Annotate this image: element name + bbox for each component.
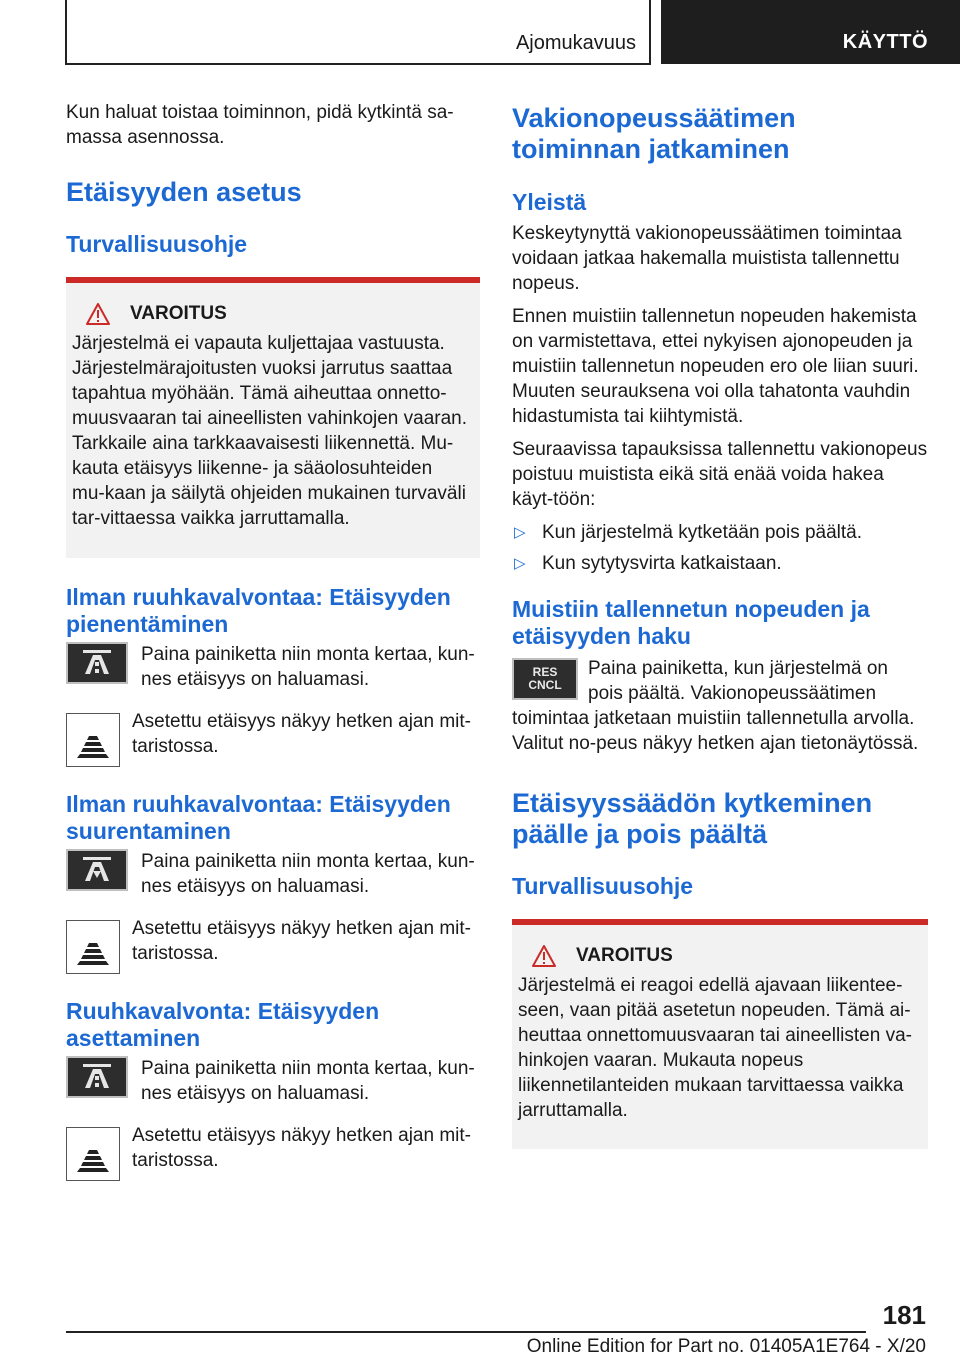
warning-title: VAROITUS bbox=[130, 303, 227, 324]
heading-distance-setting: Etäisyyden asetus bbox=[66, 177, 302, 207]
general-paragraph-3: Seuraavissa tapauksissa tallennettu vakionopeus poistuu muistista eikä sitä enää voida hakea käyt-töön: bbox=[512, 439, 928, 510]
distance-button-icon bbox=[68, 644, 126, 682]
footer-line bbox=[66, 1331, 866, 1333]
bullet-list bbox=[512, 520, 928, 576]
distance-button-image bbox=[66, 1056, 128, 1098]
section-title: Ajomukavuus bbox=[515, 32, 636, 54]
heading-increase-distance: Ilman ruuhkavalvontaa: Etäisyyden suurentaminen bbox=[66, 791, 451, 844]
distance-button-image bbox=[66, 642, 128, 684]
display-note: Asetettu etäisyys näkyy hetken ajan mit-taristossa. bbox=[132, 711, 471, 757]
header-chapter-tab bbox=[661, 0, 960, 64]
intro-paragraph: Kun haluat toistaa toiminnon, pidä kytkintä sa-massa asennossa. bbox=[66, 102, 454, 148]
increase-distance-row bbox=[66, 849, 480, 903]
cncl-label: CNCL bbox=[528, 678, 562, 692]
distance-display-image bbox=[66, 713, 120, 767]
warning-text: Järjestelmä ei vapauta kuljettajaa vastuusta. Järjestelmärajoitusten vuoksi jarrutus saattaa tapahtua myöhään. Tämä aiheuttaa onnetto-muusvaaran tai aineellisten vahinkojen vaaran. Tarkkaile aina tarkkaavaisesti liikennettä. Mu-kauta etäisyys liikenne- ja sääolosuhteiden mu-kaan ja säilytä ohjeiden mukainen turvaväli tar-vittaessa vaikka jarruttamalla. bbox=[72, 333, 468, 529]
decrease-display-row bbox=[66, 709, 480, 769]
page-number: 181 bbox=[882, 1300, 926, 1330]
res-label: RES bbox=[532, 665, 558, 679]
list-item: ▷ Kun sytytysvirta katkaistaan. bbox=[514, 553, 782, 574]
heading-toggle-distance-control: Etäisyyssäädön kytkeminen päälle ja pois päältä bbox=[512, 788, 873, 849]
press-instruction: Paina painiketta niin monta kertaa, kun-nes etäisyys on haluamasi. bbox=[141, 644, 475, 690]
warning-triangle-icon bbox=[532, 945, 556, 967]
display-note: Asetettu etäisyys näkyy hetken ajan mit-taristossa. bbox=[132, 1125, 471, 1171]
footer-edition: Online Edition for Part no. 01405A1E764 - X/20 bbox=[526, 1336, 926, 1357]
distance-button-image bbox=[66, 849, 128, 891]
congestion-display-row bbox=[66, 1123, 480, 1183]
heading-recall-speed: Muistiin tallennetun nopeuden ja etäisyyden haku bbox=[512, 596, 870, 649]
warning-header bbox=[532, 945, 916, 967]
warning-text: Järjestelmä ei reagoi edellä ajavaan liikentee-seen, vaan pitää asetetun nopeuden. Tämä ai-heuttaa onnettomuusvaaran tai aineellisten va-hinkojen vaaran. Mukauta nopeus liikennetilanteiden mukaan tarvittaessa vaikka jarruttamalla. bbox=[518, 975, 912, 1121]
list-item: ▷ Kun järjestelmä kytketään pois päältä. bbox=[514, 522, 863, 543]
distance-button-icon bbox=[68, 851, 126, 889]
press-instruction: Paina painiketta niin monta kertaa, kun-nes etäisyys on haluamasi. bbox=[141, 851, 475, 897]
press-instruction: Paina painiketta niin monta kertaa, kun-nes etäisyys on haluamasi. bbox=[141, 1058, 475, 1104]
heading-congestion-distance: Ruuhkavalvonta: Etäisyyden asettaminen bbox=[66, 998, 380, 1051]
recall-row bbox=[512, 656, 928, 756]
heading-safety-note: Turvallisuusohje bbox=[512, 873, 694, 899]
distance-bars-icon bbox=[67, 714, 119, 766]
res-cncl-button-image bbox=[512, 658, 578, 700]
distance-bars-icon bbox=[67, 1128, 119, 1180]
congestion-distance-row bbox=[66, 1056, 480, 1110]
distance-bars-icon bbox=[67, 921, 119, 973]
warning-box bbox=[66, 277, 480, 558]
bullet-triangle-icon: ▷ bbox=[514, 524, 526, 541]
right-column bbox=[512, 103, 928, 1149]
heading-decrease-distance: Ilman ruuhkavalvontaa: Etäisyyden pienentäminen bbox=[66, 584, 451, 637]
display-note: Asetettu etäisyys näkyy hetken ajan mit-taristossa. bbox=[132, 918, 471, 964]
general-paragraph-1: Keskeytynyttä vakionopeussäätimen toimintaa voidaan jatkaa hakemalla muistista tallennettu nopeus. bbox=[512, 223, 902, 294]
left-column bbox=[66, 100, 480, 1183]
heading-safety-note: Turvallisuusohje bbox=[66, 231, 248, 257]
heading-resume-cruise: Vakionopeussäätimen toiminnan jatkaminen bbox=[512, 103, 796, 164]
decrease-distance-row bbox=[66, 642, 480, 696]
increase-display-row bbox=[66, 916, 480, 976]
warning-header bbox=[86, 303, 468, 325]
warning-triangle-icon bbox=[86, 303, 110, 325]
warning-box bbox=[512, 919, 928, 1149]
distance-display-image bbox=[66, 1127, 120, 1181]
distance-button-icon bbox=[68, 1058, 126, 1096]
recall-instruction: Paina painiketta, kun järjestelmä on pois päältä. Vakionopeussäätimen toimintaa jatketaan muistiin tallennetulla arvolla. Valitut no-peus näkyy hetken ajan tietonäytössä. bbox=[512, 658, 919, 754]
bullet-triangle-icon: ▷ bbox=[514, 555, 526, 572]
general-paragraph-2: Ennen muistiin tallennetun nopeuden hakemista on varmistettava, ettei nykyisen ajonopeuden ja muistiin tallennetun nopeuden ero ole liian suuri. Muuten seurauksena voi olla tahatonta vauhdin hidastumista tai kiihtymistä. bbox=[512, 306, 919, 427]
distance-display-image bbox=[66, 920, 120, 974]
chapter-title: KÄYTTÖ bbox=[842, 31, 928, 53]
header-section bbox=[66, 0, 650, 64]
heading-general: Yleistä bbox=[512, 189, 587, 215]
warning-title: VAROITUS bbox=[576, 945, 673, 966]
